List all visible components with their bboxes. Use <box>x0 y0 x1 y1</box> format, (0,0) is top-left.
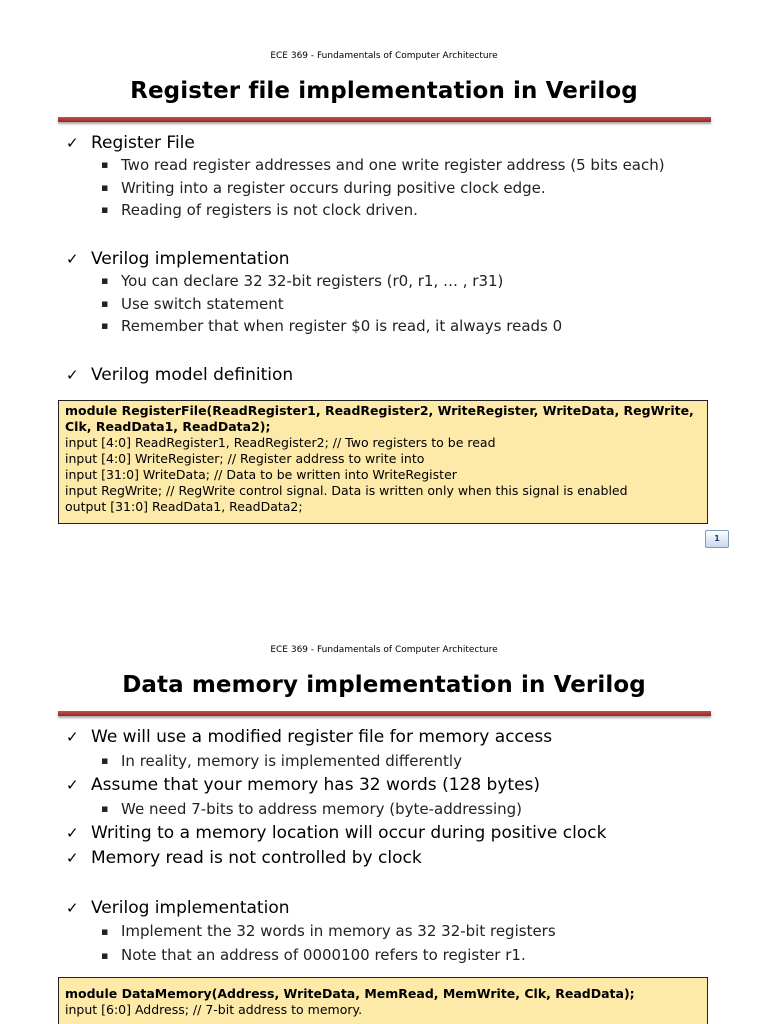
list-item <box>66 725 746 773</box>
checkmark-icon: ✓ <box>66 849 79 867</box>
slide-2 <box>0 594 768 1024</box>
square-bullet-icon: ▪ <box>101 296 109 310</box>
checkmark-icon: ✓ <box>66 776 79 794</box>
code-line: input [31:0] WriteData; // Data to be written into WriteRegister <box>65 467 457 482</box>
bullet-list <box>66 897 746 967</box>
list-item <box>66 132 746 222</box>
code-line: input [4:0] ReadRegister1, ReadRegister2; // Two registers to be read <box>65 435 496 450</box>
slide-title: Data memory implementation in Verilog <box>122 672 646 698</box>
section-heading: Verilog model definition <box>91 365 294 385</box>
section-heading: Verilog implementation <box>91 249 290 269</box>
square-bullet-icon: ▪ <box>101 203 109 216</box>
code-block <box>58 400 708 524</box>
list-item: ▪ Writing into a register occurs during positive clock edge. <box>66 177 746 200</box>
checkmark-icon: ✓ <box>66 134 79 152</box>
list-item: ▪ Use switch statement <box>66 293 746 316</box>
course-header: ECE 369 - Fundamentals of Computer Architecture <box>270 645 498 655</box>
list-item <box>66 846 746 871</box>
bullet-list <box>66 132 746 222</box>
list-item: ▪ Two read register addresses and one write register address (5 bits each) <box>66 154 746 177</box>
page-number-badge[interactable]: 1 <box>705 530 729 548</box>
list-item: ▪ Implement the 32 words in memory as 32 32-bit registers <box>66 920 746 944</box>
square-bullet-icon: ▪ <box>101 948 109 962</box>
list-item: ▪ We need 7-bits to address memory (byte-addressing) <box>66 797 746 821</box>
section-heading: Writing to a memory location will occur during positive clock <box>91 823 607 843</box>
square-bullet-icon: ▪ <box>101 754 109 767</box>
slide-title: Register file implementation in Verilog <box>130 78 638 104</box>
code-block <box>58 977 708 1024</box>
code-line: input [4:0] WriteRegister; // Register address to write into <box>65 451 425 466</box>
code-line: input [6:0] Address; // 7-bit address to memory. <box>65 1002 363 1017</box>
list-item: ▪ Remember that when register $0 is read, it always reads 0 <box>66 315 746 338</box>
square-bullet-icon: ▪ <box>101 319 109 332</box>
square-bullet-icon: ▪ <box>101 180 109 194</box>
square-bullet-icon: ▪ <box>101 274 109 287</box>
section-heading: We will use a modified register file for memory access <box>91 727 553 747</box>
title-divider <box>58 711 711 716</box>
bullet-list <box>66 725 746 871</box>
checkmark-icon: ✓ <box>66 366 79 384</box>
section-heading: Verilog implementation <box>91 898 290 918</box>
course-header: ECE 369 - Fundamentals of Computer Architecture <box>270 51 498 61</box>
list-item <box>66 248 746 338</box>
checkmark-icon: ✓ <box>66 899 79 917</box>
bullet-list <box>66 364 746 386</box>
list-item <box>66 897 746 967</box>
section-heading: Register File <box>91 133 195 153</box>
code-line: input RegWrite; // RegWrite control signal. Data is written only when this signal is enabled <box>65 483 628 498</box>
list-item: ▪ You can declare 32 32-bit registers (r0, r1, … , r31) <box>66 270 746 293</box>
bullet-list <box>66 248 746 338</box>
section-heading: Memory read is not controlled by clock <box>91 848 422 868</box>
title-divider <box>58 117 711 122</box>
list-item <box>66 773 746 821</box>
square-bullet-icon: ▪ <box>101 925 109 938</box>
code-header: module RegisterFile(ReadRegister1, ReadRegister2, WriteRegister, WriteData, RegWrite, Clk, ReadData1, ReadData2); <box>65 403 694 434</box>
list-item: ▪ In reality, memory is implemented differently <box>66 749 746 773</box>
checkmark-icon: ✓ <box>66 250 79 268</box>
square-bullet-icon: ▪ <box>101 802 109 815</box>
list-item <box>66 821 746 846</box>
list-item: ▪ Reading of registers is not clock driven. <box>66 199 746 222</box>
square-bullet-icon: ▪ <box>101 158 109 171</box>
section-heading: Assume that your memory has 32 words (128 bytes) <box>91 775 541 795</box>
checkmark-icon: ✓ <box>66 728 79 746</box>
list-item <box>66 364 746 386</box>
checkmark-icon: ✓ <box>66 824 79 842</box>
list-item: ▪ Note that an address of 0000100 refers to register r1. <box>66 944 746 968</box>
code-header: module DataMemory(Address, WriteData, MemRead, MemWrite, Clk, ReadData); <box>65 986 635 1001</box>
code-line: output [31:0] ReadData1, ReadData2; <box>65 499 303 514</box>
